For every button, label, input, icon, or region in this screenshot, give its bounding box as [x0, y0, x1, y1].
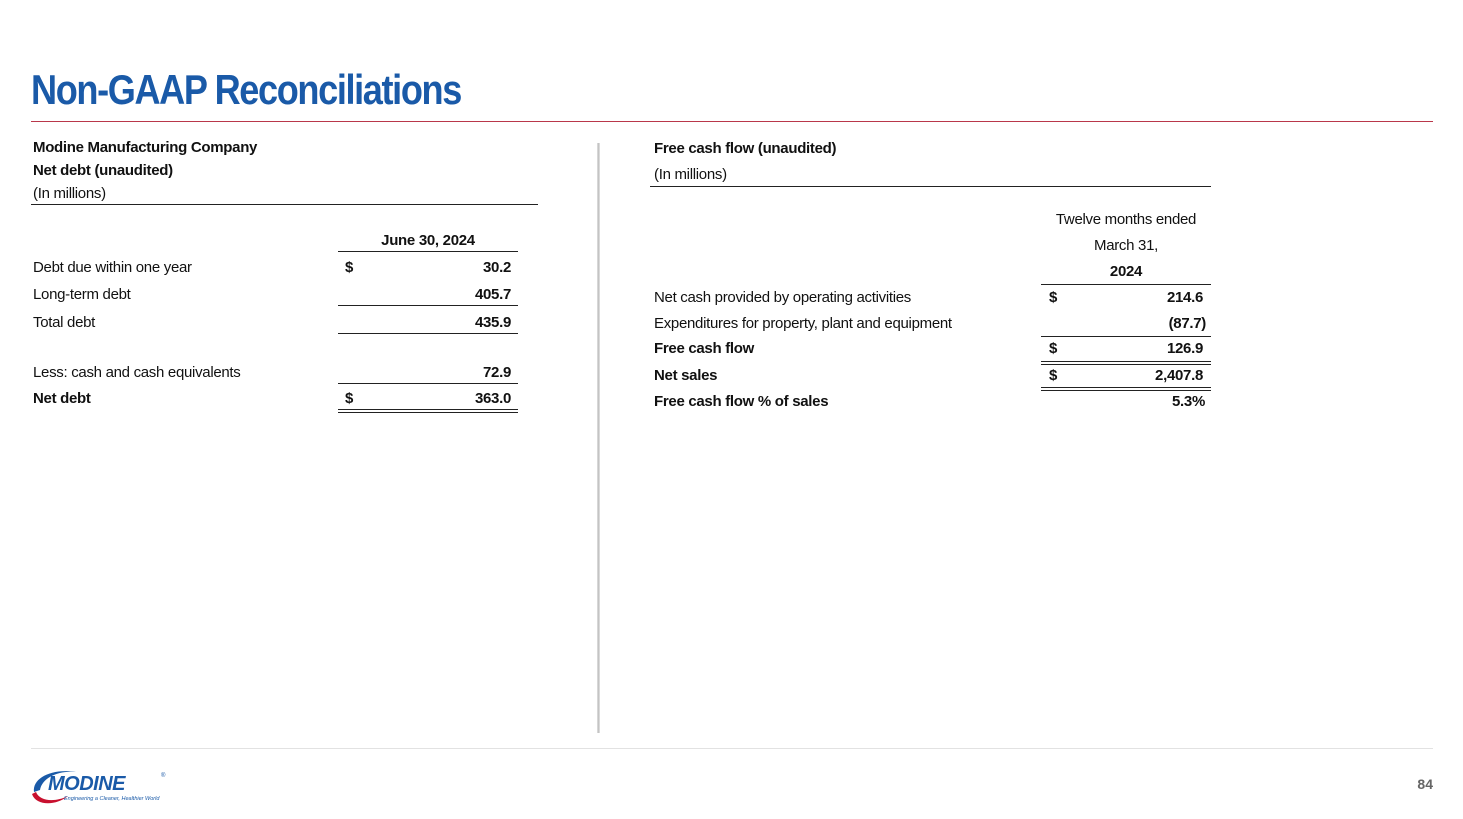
currency-symbol: $	[345, 259, 354, 276]
row-label: Less: cash and cash equivalents	[33, 364, 241, 381]
double-rule-bottom	[1041, 364, 1211, 365]
double-rule-bottom	[1041, 390, 1211, 391]
row-value: 405.7	[474, 286, 511, 303]
subtotal-rule	[338, 383, 518, 384]
row-value: (87.7)	[1168, 315, 1206, 332]
net-debt-heading: Net debt (unaudited)	[33, 162, 173, 179]
currency-symbol: $	[1049, 289, 1058, 306]
column-header-year: 2024	[1109, 263, 1143, 280]
company-name: Modine Manufacturing Company	[33, 139, 258, 156]
title-rule	[31, 121, 1433, 122]
row-value: 126.9	[1166, 340, 1203, 357]
row-label: Expenditures for property, plant and equipment	[654, 315, 952, 332]
column-header-rule	[1041, 284, 1211, 285]
row-label: Net debt	[33, 390, 91, 407]
row-value: 435.9	[474, 314, 511, 331]
svg-text:MODINE: MODINE	[48, 773, 125, 795]
double-rule-top	[338, 409, 518, 410]
net-debt-units: (In millions)	[33, 185, 106, 202]
double-rule-top	[1041, 387, 1211, 388]
header-rule	[31, 204, 538, 205]
fcf-heading: Free cash flow (unaudited)	[654, 140, 837, 157]
row-value: 214.6	[1166, 289, 1203, 306]
svg-text:®: ®	[161, 773, 166, 779]
column-header: June 30, 2024	[381, 232, 475, 249]
currency-symbol: $	[1049, 340, 1058, 357]
svg-text:Engineering a Cleaner, Healthi: Engineering a Cleaner, Healthier World	[64, 796, 160, 802]
subtotal-rule	[1041, 336, 1211, 337]
row-label: Free cash flow % of sales	[654, 393, 829, 410]
slide-title: Non-GAAP Reconciliations	[31, 66, 461, 113]
column-header-rule	[338, 251, 518, 252]
total-rule	[338, 333, 518, 334]
row-value: 30.2	[483, 259, 511, 276]
page-number: 84	[1417, 776, 1433, 792]
row-label: Free cash flow	[654, 340, 755, 357]
fcf-units: (In millions)	[654, 166, 727, 183]
modine-logo	[30, 766, 172, 806]
currency-symbol: $	[1049, 367, 1058, 384]
subtotal-rule	[338, 305, 518, 306]
column-divider	[597, 143, 600, 733]
row-label: Debt due within one year	[33, 259, 192, 276]
currency-symbol: $	[345, 390, 354, 407]
column-header-line2: March 31,	[1094, 237, 1158, 254]
double-rule-top	[1041, 361, 1211, 362]
footer-rule	[31, 748, 1433, 749]
row-value: 2,407.8	[1155, 367, 1203, 384]
row-value: 72.9	[483, 364, 511, 381]
column-header-line1: Twelve months ended	[1055, 211, 1197, 228]
row-label: Total debt	[33, 314, 96, 331]
header-rule	[650, 186, 1211, 187]
modine-logo-icon	[30, 766, 172, 806]
row-value: 363.0	[474, 390, 511, 407]
row-label: Net cash provided by operating activities	[654, 289, 912, 306]
double-rule-bottom	[338, 412, 518, 413]
row-value: 5.3%	[1172, 393, 1205, 410]
row-label: Long-term debt	[33, 286, 131, 303]
row-label: Net sales	[654, 367, 718, 384]
